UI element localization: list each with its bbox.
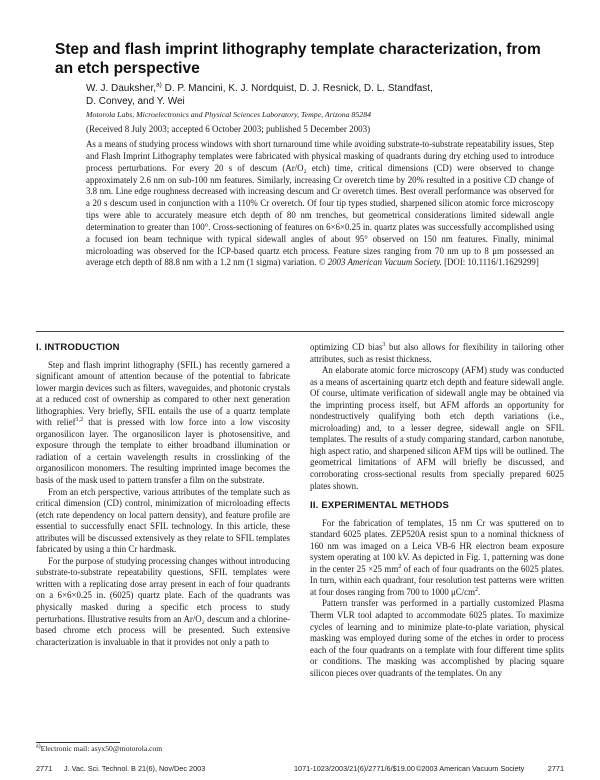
journal-citation: J. Vac. Sci. Technol. B 21(6), Nov/Dec 2003: [64, 764, 206, 773]
paper-title: Step and flash imprint lithography template characterization, from an etch perspective: [55, 41, 541, 77]
page-footer: [36, 764, 564, 780]
intro-paragraph-1: [36, 360, 290, 487]
methods-paragraph-1: [310, 518, 564, 599]
abstract-body: As a means of studying process windows with short turnaround time while avoiding substrate-to-substrate repeatability issues, Step and Flash Imprint Lithography templates were fabricated with physical masking of quadrants during dry etching used to introduce process perturbations. For every 20 s of descum (Ar/O₂ etch) time, critical dimensions (CD) were observed to change approximately 2.6 nm on sub-100 nm features. Similarly, increasing Cr overetch time by 20% resulted in a positive CD change of 3.8 nm. Line edge roughness decreased with increasing descum and Cr overetch times. Best overall performance was observed for a 20 s descum used in conjunction with a 110% Cr overetch. Of four tip types studied, sharpened silicon atomic force microscopy tips were able to accurately measure etch depth of 80 nm trenches, but geometrical considerations limited sidewall angle determination to greater than 100°. Cross-sectioning of features on 6×6×0.25 in. quartz plates was successfully accomplished using a focused ion beam technique with typical sidewall angles of about 95° observed on 150 nm features. Finally, minimal microloading was observed for the ICP-based quartz etch process. Feature sizes ranging from 70 nm up to 8 μm possessed an average etch depth of 88.8 nm with a 1.2 nm (1 sigma) variation.: [86, 139, 554, 268]
abstract-doi: [DOI: 10.1116/1.1629299]: [444, 257, 539, 268]
footnote-divider: [36, 742, 120, 743]
intro-p1-part-b: that is pressed with low force into a low viscosity organosilicon layer. The organosilicon layer is photosensitive, and exposure through the template to either broadband illumination or radiation of a certain wavelength results in crosslinking of the organosilicon monomers. The resulting imprinted image becomes the basis of the mask used to pattern transfer a film on the substrate.: [36, 417, 291, 486]
section-heading-introduction: I. INTRODUCTION: [36, 342, 120, 353]
footnote-text: Electronic mail: asyx50@motorola.com: [40, 744, 163, 753]
methods-p1-part-b: of each of four quadrants on the 6025 plates. In turn, within each quadrant, four resolution test patterns were written at four doses ranging from 700 to 1000 μC/cm: [310, 563, 564, 597]
page-number-left: 2771: [36, 764, 53, 773]
section-heading-experimental: II. EXPERIMENTAL METHODS: [310, 500, 450, 512]
received-dates: (Received 8 July 2003; accepted 6 October 2003; published 5 December 2003): [86, 124, 371, 134]
methods-p1-part-c: .: [477, 586, 481, 597]
right-column: [310, 342, 564, 679]
section-divider: [36, 331, 564, 332]
reference-citation: 1,2: [75, 417, 84, 424]
intro-p3c-part-b: but also allows for flexibility in tailoring other attributes, such as resist thickness.: [310, 342, 564, 364]
left-column: [36, 342, 290, 648]
superscript-2: 2: [398, 563, 402, 570]
methods-p1-part-a: For the fabrication of templates, 15 nm Cr was sputtered on to standard 6025 plates. ZEP520A resist spun to a nominal thickness of 160 nm was imaged on a Leica VB-6 HR electron beam exposure system operating at 100 kV. As depicted in Fig. 1, patterning was done in the center 25 ×25 mm: [310, 517, 564, 574]
footnote-marker: a): [36, 743, 41, 750]
authors-line1-pre: W. J. Dauksher,: [86, 83, 157, 94]
footer-copyright: ©2003 American Vacuum Society: [416, 764, 525, 773]
author-list: [86, 82, 556, 108]
superscript-2: 2: [474, 586, 478, 593]
footnote: [36, 744, 290, 754]
intro-p3c-part-a: optimizing CD bias: [310, 342, 383, 352]
intro-paragraph-4: An elaborate atomic force microscopy (AFM) study was conducted as a means of ascertaining quartz etch depth and feature sidewall angle. Of course, ultimate verification of sidewall angle may be obtained via the imprinting process itself, but AFM affords an opportunity for nondestructively qualifying both etch depth variations (i.e., microloading) and, to a lesser degree, sidewall angle on SFIL templates. The results of a study comparing standard, carbon nanotube, high aspect ratio, and sharpened silicon AFM tips will be outlined. The geometrical limitations of AFM will briefly be discussed, and corroborating cross-sectional results from specially prepared 6025 plates shown.: [310, 365, 564, 491]
author-footnote-marker: a): [156, 81, 162, 89]
intro-paragraph-3: For the purpose of studying processing changes without introducing substrate-to-substrate repeatability questions, SFIL templates were written with a replicating dose array present in each of four quadrants on a 6×6×0.25 in. (6025) quartz plate. Each of the quadrants was physically masked during a specific etch process to study perturbations. Illustrative results from an Ar/O₂ descum and a chlorine-based chrome etch process will be presented. Such extensive characterization is invaluable in that it provides not only a path to: [36, 555, 290, 647]
intro-paragraph-2: From an etch perspective, various attributes of the template such as critical dimension (CD) control, minimization of microloading effects (etch rate dependency on local pattern density), and feature profile are essential to successfully enact SFIL technology. In this article, these attributes will be discussed extensively as they relate to SFIL templates fabricated by using a thin Cr hardmask.: [36, 486, 290, 555]
affiliation: Motorola Labs, Microelectronics and Physical Sciences Laboratory, Tempe, Arizona 85284: [86, 110, 371, 119]
authors-line2: D. Convey, and Y. Wei: [86, 96, 185, 108]
intro-p1-part-a: Step and flash imprint lithography (SFIL) has recently garnered a significant amount of attention because of the potential to fabricate lower margin devices such as filters, waveguides, and photonic crystals at a reduced cost of ownership as compared to other next generation lithographies. Very briefly, SFIL entails the use of a quartz template with relief: [36, 359, 290, 428]
article-code: 1071-1023/2003/21(6)/2771/6/$19.00: [294, 764, 415, 773]
page-number-right: 2771: [547, 764, 564, 773]
reference-citation: 3: [382, 342, 386, 349]
methods-paragraph-2: Pattern transfer was performed in a partially customized Plasma Therm VLR tool adapted to accommodate 6025 plates. To maximize cycles of learning and to minimize plate-to-plate variation, physical masking was employed during some of the etches in order to process each of the four quadrants on a template with four different time splits or conditions. The masking was accomplished by placing square silicon pieces over quadrants of the templates. On any: [310, 598, 564, 678]
authors-line1-post: D. P. Mancini, K. J. Nordquist, D. J. Resnick, D. L. Standfast,: [161, 83, 433, 94]
intro-paragraph-3-continued: [310, 342, 564, 365]
abstract: [86, 139, 554, 269]
abstract-copyright: © 2003 American Vacuum Society.: [318, 257, 442, 268]
